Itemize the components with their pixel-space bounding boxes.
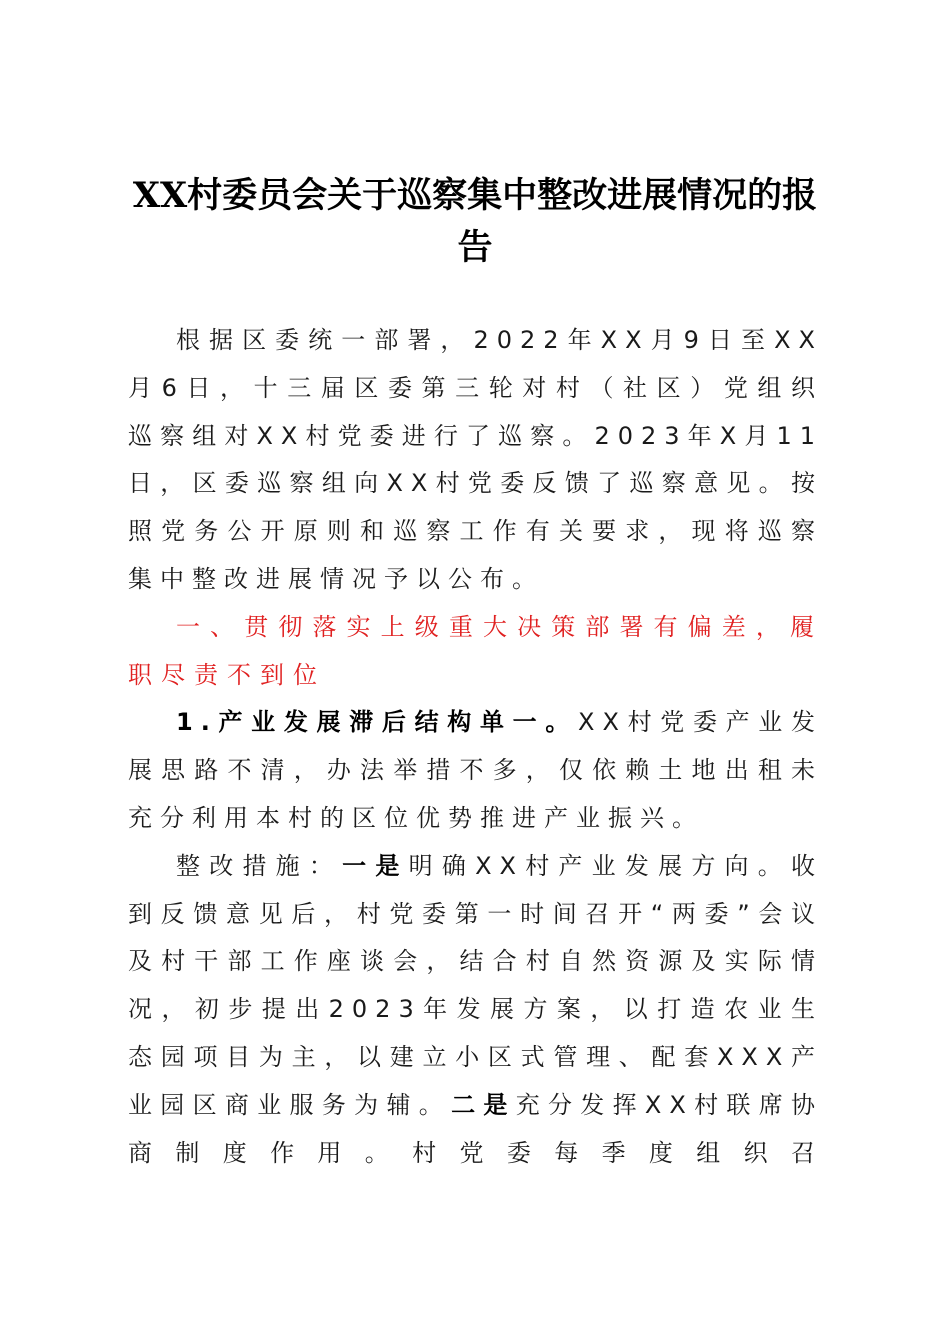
measure-2-text: 充分发挥XX村联席协商制度作用。村党委每季度组织召 bbox=[128, 1090, 824, 1167]
intro-paragraph: 根据区委统一部署，2022年XX月9日至XX月6日，十三届区委第三轮对村（社区）党组织巡察组对XX村党委进行了巡察。2023年X月11日，区委巡察组向XX村党委反馈了巡察意见。按照党务公开原则和巡察工作有关要求，现将巡察集中整改进展情况予以公布。 bbox=[128, 326, 823, 593]
measures-paragraph bbox=[128, 843, 823, 1178]
measures-label: 整改措施： bbox=[176, 851, 343, 880]
measure-1-label: 一是 bbox=[342, 851, 409, 880]
item-1-paragraph bbox=[128, 699, 823, 842]
measure-2-label: 二是 bbox=[451, 1090, 516, 1119]
section-heading-1: 一、贯彻落实上级重大决策部署有偏差，履职尽责不到位 bbox=[128, 612, 823, 689]
measure-1-text: 明确XX村产业发展方向。收到反馈意见后，村党委第一时间召开“两委”会议及村干部工作座谈会，结合村自然资源及实际情况，初步提出2023年发展方案，以打造农业生态园项目为主，以建立小区式管理、配套XXX产业园区商业服务为辅。 bbox=[128, 851, 824, 1119]
document-body bbox=[128, 317, 823, 1177]
document-title: XX村委员会关于巡察集中整改进展情况的报告 bbox=[132, 175, 818, 268]
item-1-text: XX村党委产业发展思路不清，办法举措不多，仅依赖土地出租未充分利用本村的区位优势推进产业振兴。 bbox=[128, 708, 823, 832]
item-1-label: 1.产业发展滞后结构单一。 bbox=[176, 708, 579, 737]
